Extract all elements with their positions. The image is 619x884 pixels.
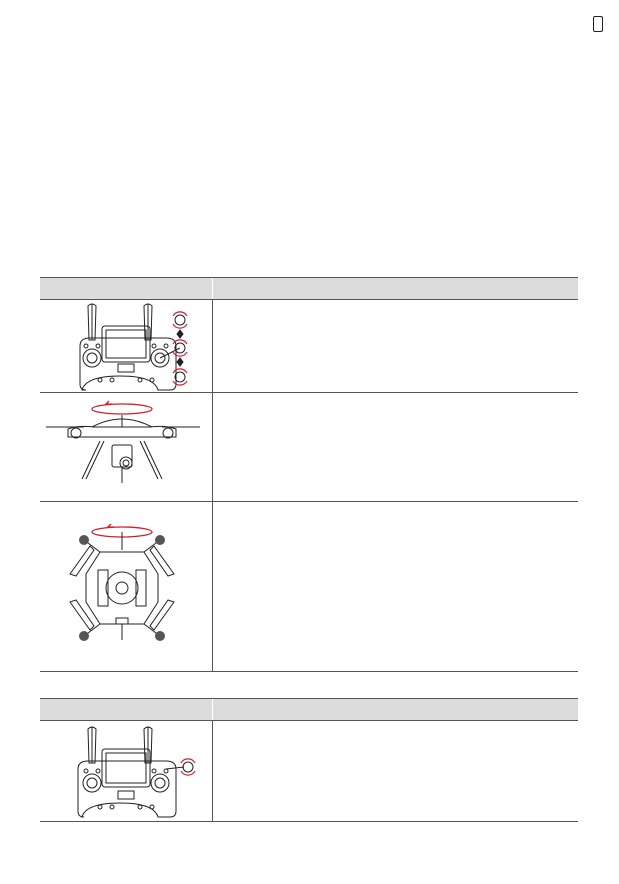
drone-top-illustration <box>40 502 212 671</box>
control-table-1 <box>40 277 578 672</box>
table-row <box>40 393 578 502</box>
drone-front-illustration <box>40 393 212 501</box>
table-row <box>40 721 578 822</box>
remote-controller-dial-illustration <box>40 721 212 821</box>
table-header <box>40 698 578 721</box>
table-row <box>40 502 578 672</box>
control-table-2 <box>40 698 578 822</box>
table-header <box>40 277 578 300</box>
remote-controller-illustration <box>40 300 212 392</box>
table-row <box>40 300 578 393</box>
page-corner-mark <box>593 16 603 32</box>
